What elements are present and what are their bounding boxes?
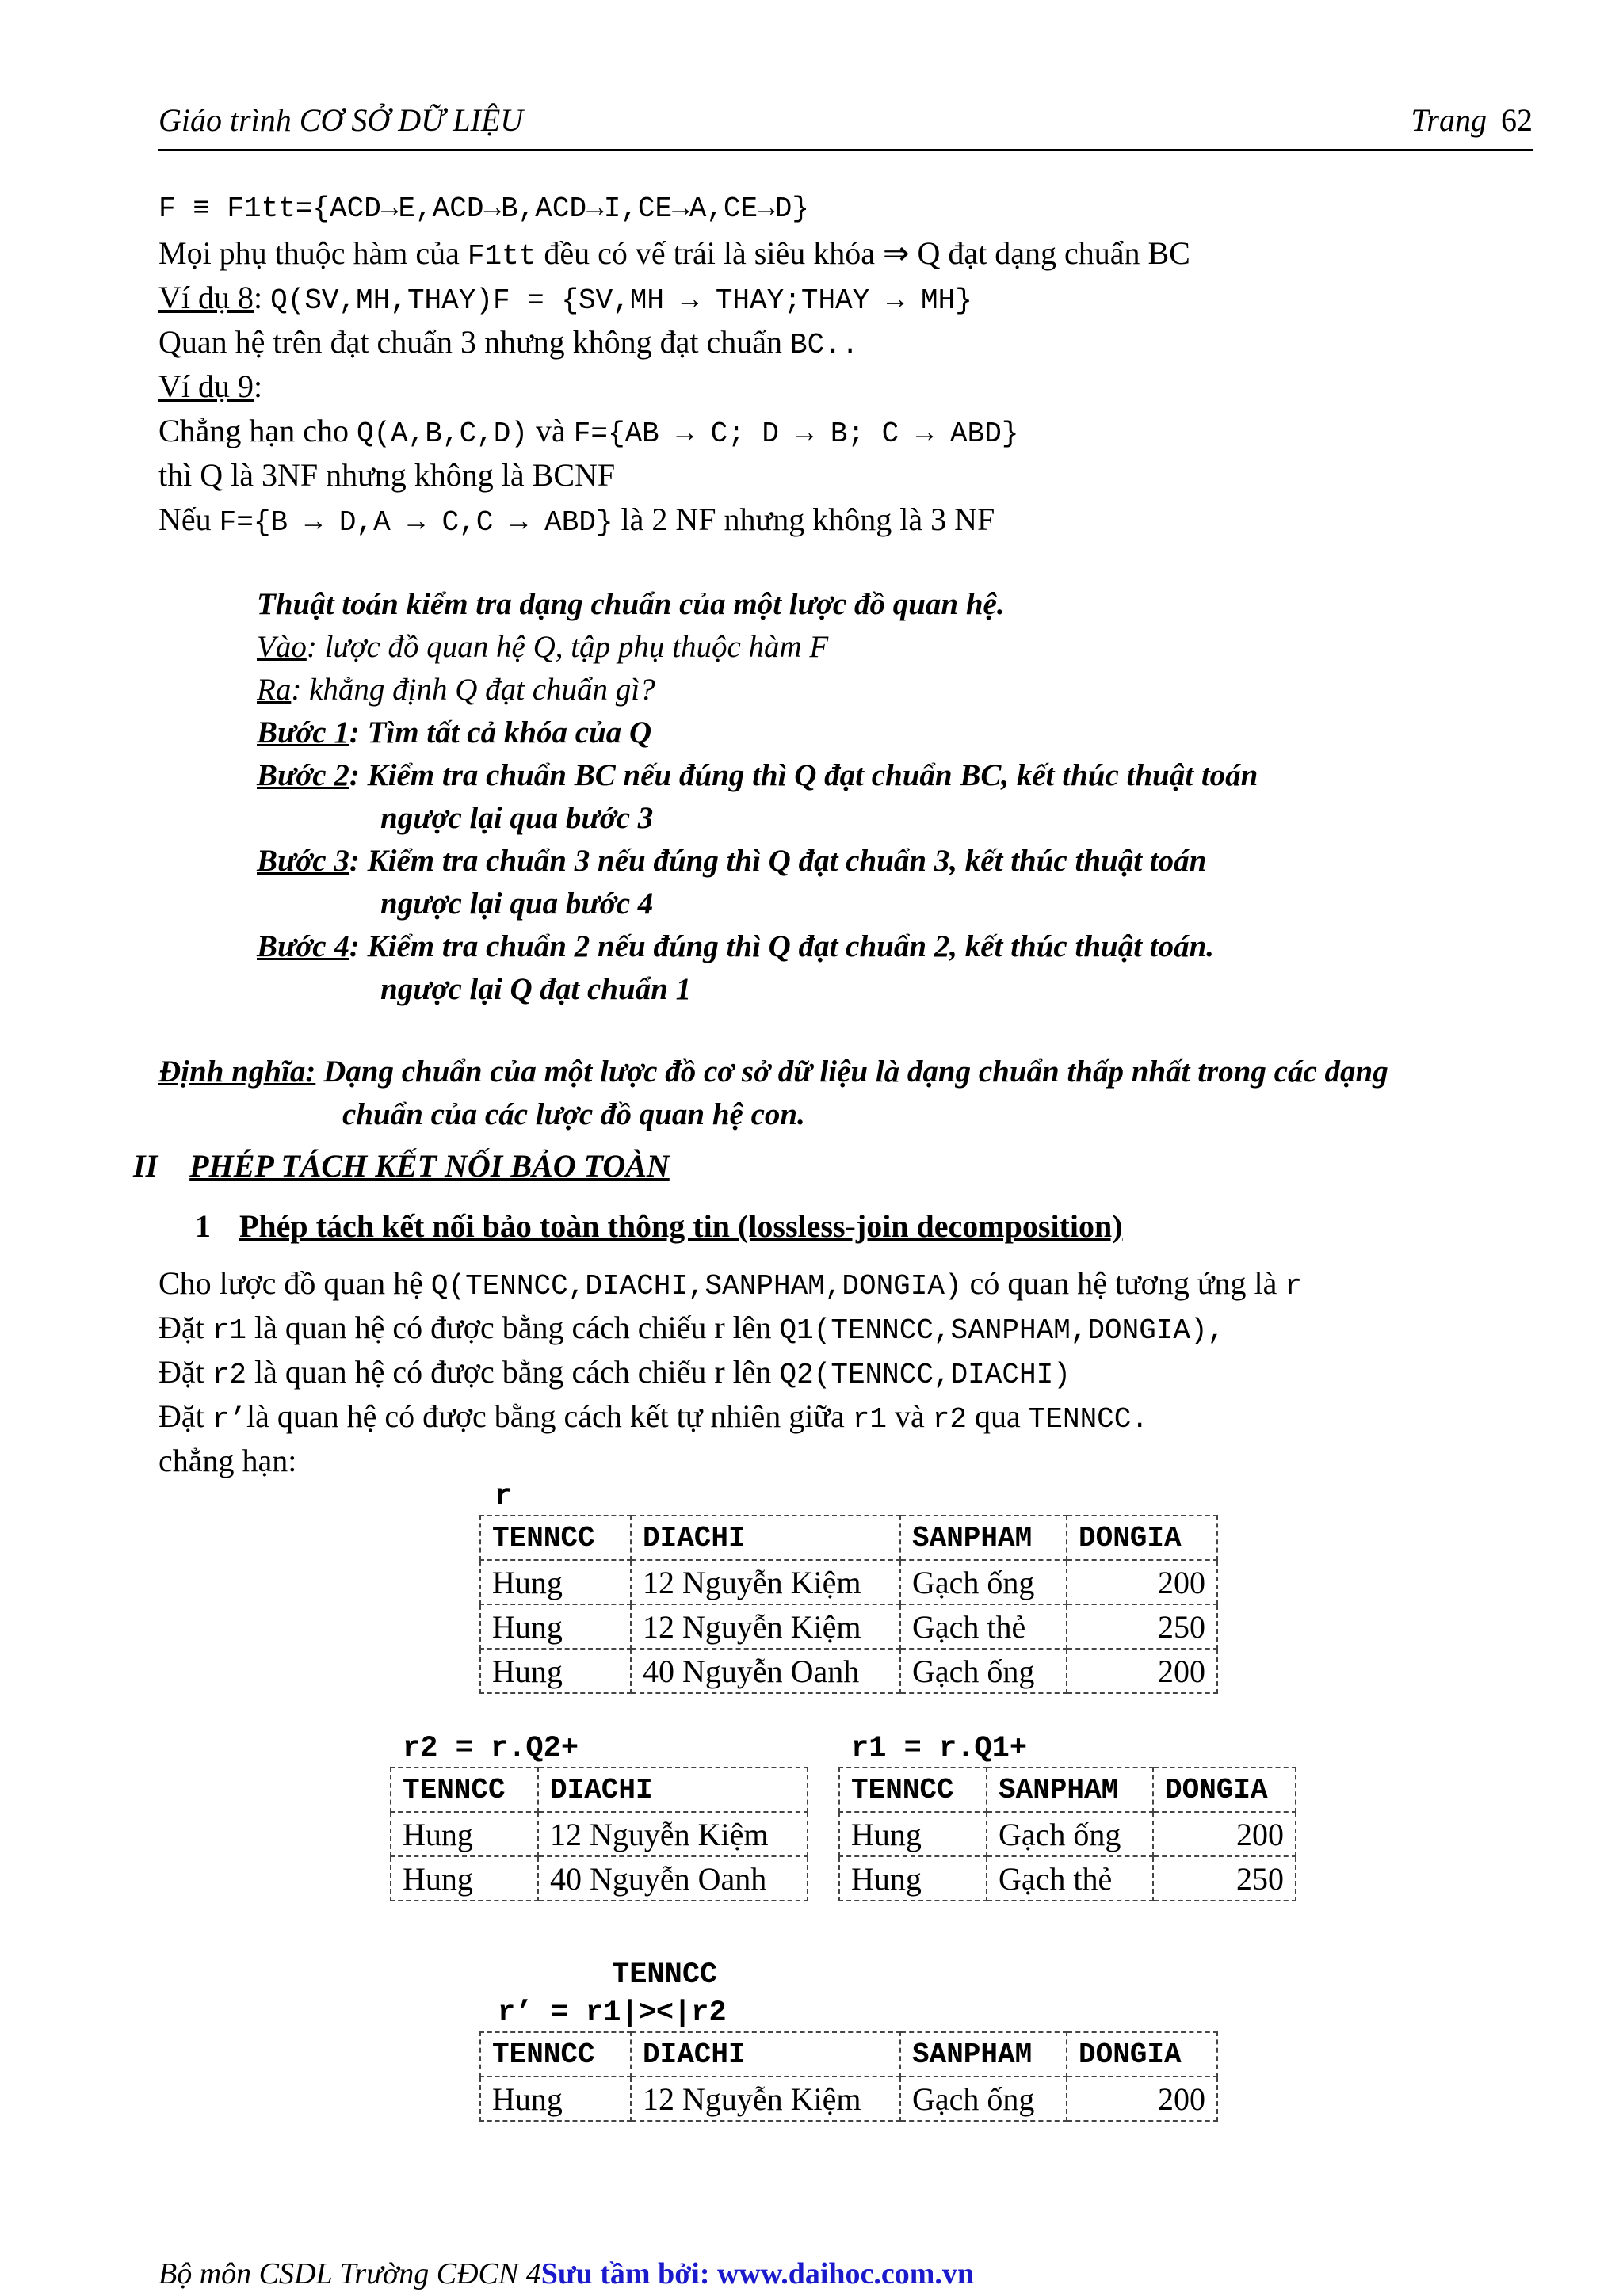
column-header: TENNCC: [391, 1768, 538, 1812]
example-9-second: [158, 498, 995, 545]
table-cell: Hung: [839, 1856, 987, 1901]
page-number: [1411, 101, 1533, 139]
table-row: [480, 1560, 1217, 1604]
algorithm-step-3-cont: ngược lại qua bước 4: [380, 887, 654, 921]
column-header: DIACHI: [631, 2032, 900, 2077]
page-header: [158, 101, 1533, 151]
subsection-heading: [195, 1207, 1123, 1245]
code-segment: Q(A,B,C,D): [356, 418, 528, 450]
definition-label: Định nghĩa:: [158, 1055, 316, 1089]
text-segment: Đặt: [158, 1310, 212, 1345]
column-header: TENNCC: [480, 2032, 631, 2077]
column-header: SANPHAM: [900, 2032, 1067, 2077]
definition-text: Dạng chuẩn của một lược đồ cơ sở dữ liệu là dạng chuẩn thấp nhất trong các dạng: [315, 1055, 1388, 1089]
footer-text: Bộ môn CSDL Trường CĐCN 4: [158, 2257, 541, 2290]
code-segment: r1: [852, 1403, 888, 1436]
page-footer: [158, 2256, 974, 2291]
text-segment: Mọi phụ thuộc hàm của: [158, 235, 468, 271]
table-cell: Gạch ống: [900, 1560, 1067, 1604]
algorithm-input: [257, 626, 828, 669]
para-line-4: [158, 1394, 1148, 1442]
table-cell: Hung: [480, 1604, 631, 1649]
code-segment: Q2(TENNCC,DIACHI): [779, 1359, 1071, 1391]
algorithm-step-4: [257, 925, 1214, 968]
algorithm-step-1: [257, 711, 651, 754]
table-cell: 40 Nguyễn Oanh: [538, 1856, 808, 1901]
example-9-conclusion: thì Q là 3NF nhưng không là BCNF: [158, 457, 616, 493]
column-header: DIACHI: [631, 1516, 900, 1560]
table-row: [480, 1604, 1217, 1649]
table-row: [391, 1812, 808, 1856]
column-header: DIACHI: [538, 1768, 808, 1812]
text-segment: Đặt: [158, 1354, 212, 1390]
table-r: [479, 1515, 1218, 1694]
text-segment: Đặt: [158, 1398, 212, 1434]
step-label: Bước 1: [257, 715, 349, 749]
column-header: DONGIA: [1067, 2032, 1217, 2077]
document-title: Giáo trình CƠ SỞ DỮ LIỆU: [158, 102, 524, 138]
subsection-title: Phép tách kết nối bảo toàn thông tin (lossless-join decomposition): [239, 1208, 1123, 1244]
table-cell: Gạch ống: [900, 1649, 1067, 1693]
fd-set-line: F ≡ F1tt={ACD→E,ACD→B,ACD→I,CE→A,CE→D}: [158, 193, 809, 225]
column-header: DONGIA: [1153, 1768, 1296, 1812]
definition-line-2: chuẩn của các lược đồ quan hệ con.: [342, 1097, 805, 1131]
table-row: [480, 2077, 1217, 2121]
step-text: : Kiểm tra chuẩn BC nếu đúng thì Q đạt chuẩn BC, kết thúc thuật toán: [349, 758, 1258, 792]
column-header: TENNCC: [839, 1768, 987, 1812]
table-cell: Gạch thẻ: [900, 1604, 1067, 1649]
text-segment: là 2 NF nhưng không là 3 NF: [613, 502, 995, 537]
join-attribute-label: TENNCC: [612, 1958, 718, 1992]
column-header: SANPHAM: [900, 1516, 1067, 1560]
step-text: : Kiểm tra chuẩn 3 nếu đúng thì Q đạt chuẩn 3, kết thúc thuật toán: [349, 844, 1207, 878]
definition-line-1: [158, 1051, 1388, 1093]
example-9-label-line: Ví dụ 9:: [158, 368, 263, 404]
table-cell: 250: [1067, 1604, 1217, 1649]
table-r1: [838, 1767, 1296, 1901]
code-segment: F={B → D,A → C,C → ABD}: [219, 506, 613, 539]
text-segment: là quan hệ có được bằng cách kết tự nhiên giữa: [246, 1398, 853, 1434]
table-cell: Hung: [391, 1856, 538, 1901]
input-label: Vào: [257, 630, 307, 664]
table-cell: Hung: [391, 1812, 538, 1856]
step-text: : Kiểm tra chuẩn 2 nếu đúng thì Q đạt chuẩn 2, kết thúc thuật toán.: [349, 929, 1215, 963]
text-segment: là quan hệ có được bằng cách chiếu r lên: [246, 1354, 780, 1390]
code-segment: TENNCC.: [1028, 1403, 1148, 1436]
algorithm-output: [257, 669, 655, 711]
table-cell: 12 Nguyễn Kiệm: [631, 1604, 900, 1649]
code-segment: Q(SV,MH,THAY)F = {SV,MH → THAY;THAY → MH}: [270, 284, 972, 317]
table-cell: 12 Nguyễn Kiệm: [538, 1812, 808, 1856]
table-cell: Hung: [480, 1560, 631, 1604]
table-cell: 12 Nguyễn Kiệm: [631, 2077, 900, 2121]
code-segment: r1: [212, 1314, 246, 1347]
table-row: [480, 1649, 1217, 1693]
table-rprime-label: r’ = r1|><|r2: [498, 1997, 727, 2030]
bc-conclusion-line: [158, 231, 1190, 279]
code-segment: r’: [212, 1403, 246, 1436]
code-segment: F={AB → C; D → B; C → ABD}: [573, 418, 1019, 450]
text-segment: Chẳng hạn cho: [158, 413, 357, 448]
step-text: : Tìm tất cả khóa của Q: [349, 715, 652, 749]
section-heading: [133, 1147, 670, 1184]
para-line-5: chẳng hạn:: [158, 1443, 297, 1478]
table-header-row: [480, 2032, 1217, 2077]
algorithm-title: Thuật toán kiểm tra dạng chuẩn của một lược đồ quan hệ.: [257, 587, 1005, 621]
section-title: PHÉP TÁCH KẾT NỐI BẢO TOÀN: [189, 1148, 670, 1184]
column-header: DONGIA: [1067, 1516, 1217, 1560]
text-segment: và: [887, 1398, 933, 1434]
output-text: : khẳng định Q đạt chuẩn gì?: [291, 673, 655, 707]
text-segment: qua: [967, 1398, 1029, 1434]
table-header-row: [480, 1516, 1217, 1560]
para-line-1: [158, 1261, 1302, 1309]
table-cell: 200: [1067, 1649, 1217, 1693]
page-number-value: 62: [1501, 102, 1533, 138]
code-segment: BC..: [790, 329, 859, 361]
table-cell: 200: [1067, 1560, 1217, 1604]
table-cell: Hung: [480, 2077, 631, 2121]
code-segment: F1tt: [467, 240, 537, 273]
table-cell: Hung: [480, 1649, 631, 1693]
example-label: Ví dụ 8: [158, 280, 254, 315]
text-segment: là quan hệ có được bằng cách chiếu r lên: [246, 1310, 780, 1345]
table-cell: Gạch ống: [987, 1812, 1153, 1856]
table-cell: 40 Nguyễn Oanh: [631, 1649, 900, 1693]
table-cell: 12 Nguyễn Kiệm: [631, 1560, 900, 1604]
code-segment: r: [1285, 1270, 1302, 1302]
table-r-label: r: [495, 1480, 513, 1513]
table-rprime: [479, 2031, 1218, 2122]
algorithm-step-4-cont: ngược lại Q đạt chuẩn 1: [380, 972, 692, 1006]
text-segment: có quan hệ tương ứng là: [961, 1265, 1285, 1301]
code-segment: r2: [212, 1359, 246, 1391]
table-r1-label: r1 = r.Q1+: [851, 1732, 1028, 1765]
example-9-line: [158, 409, 1018, 456]
text-segment: :: [254, 280, 271, 315]
table-cell: 200: [1153, 1812, 1296, 1856]
step-label: Bước 3: [257, 844, 349, 878]
example-label: Ví dụ 9: [158, 368, 254, 404]
table-row: [839, 1856, 1296, 1901]
table-r2-label: r2 = r.Q2+: [403, 1732, 579, 1765]
page-label: Trang: [1411, 102, 1487, 138]
source-link[interactable]: Sưu tầm bởi: www.daihoc.com.vn: [540, 2257, 975, 2290]
step-label: Bước 2: [257, 758, 349, 792]
table-header-row: [839, 1768, 1296, 1812]
algorithm-step-3: [257, 840, 1206, 883]
text-segment: và: [528, 413, 574, 448]
table-cell: Gạch ống: [900, 2077, 1067, 2121]
table-cell: 200: [1067, 2077, 1217, 2121]
example-8-note: [158, 320, 858, 368]
para-line-2: [158, 1306, 1224, 1353]
subsection-number: 1: [195, 1208, 211, 1244]
column-header: TENNCC: [480, 1516, 631, 1560]
table-header-row: [391, 1768, 808, 1812]
text-segment: đều có vế trái là siêu khóa ⇒ Q đạt dạng chuẩn BC: [536, 235, 1190, 271]
code-segment: Q1(TENNCC,SANPHAM,DONGIA),: [779, 1314, 1225, 1347]
text-segment: Nếu: [158, 502, 220, 537]
code-segment: r2: [932, 1403, 967, 1436]
output-label: Ra: [257, 673, 292, 707]
section-number: II: [133, 1148, 158, 1184]
text-segment: Quan hệ trên đạt chuẩn 3 nhưng không đạt chuẩn: [158, 324, 791, 360]
code-segment: Q(TENNCC,DIACHI,SANPHAM,DONGIA): [430, 1270, 962, 1302]
table-cell: 250: [1153, 1856, 1296, 1901]
table-row: [391, 1856, 808, 1901]
input-text: : lược đồ quan hệ Q, tập phụ thuộc hàm F: [306, 630, 829, 664]
table-cell: Hung: [839, 1812, 987, 1856]
algorithm-step-2: [257, 754, 1258, 797]
table-cell: Gạch thẻ: [987, 1856, 1153, 1901]
table-r2: [390, 1767, 808, 1901]
example-8-line: [158, 276, 972, 323]
para-line-3: [158, 1350, 1071, 1398]
algorithm-step-2-cont: ngược lại qua bước 3: [380, 801, 654, 835]
text-segment: Cho lược đồ quan hệ: [158, 1265, 431, 1301]
step-label: Bước 4: [257, 929, 349, 963]
column-header: SANPHAM: [987, 1768, 1153, 1812]
table-row: [839, 1812, 1296, 1856]
